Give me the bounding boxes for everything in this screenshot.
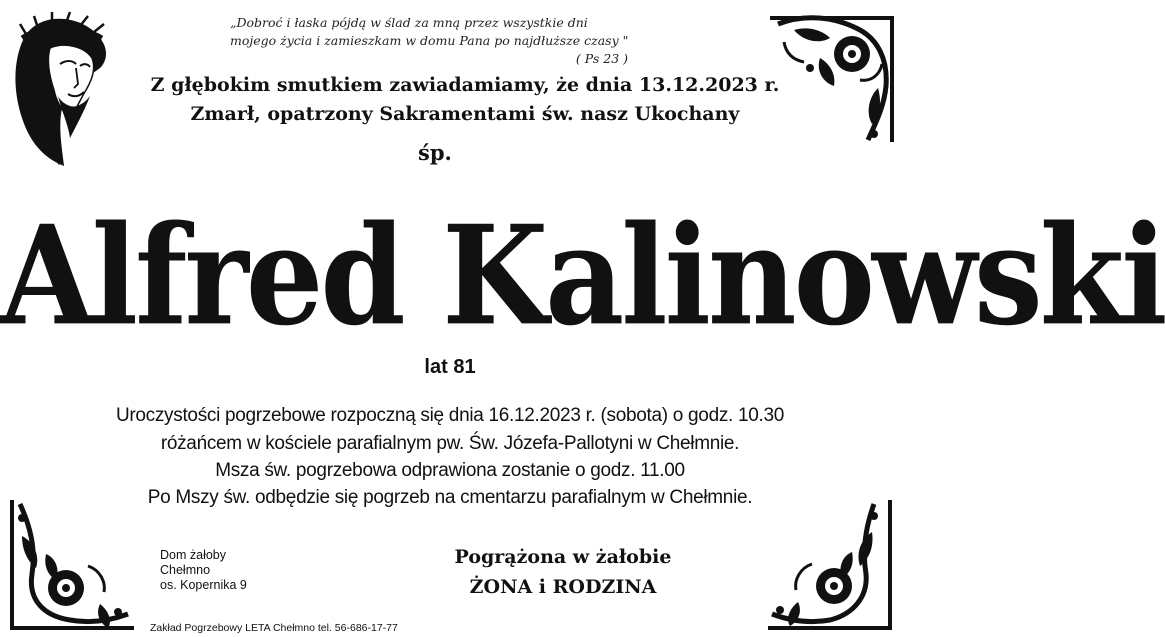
quote-reference: ( Ps 23 ) — [575, 51, 628, 66]
ceremony-line: różańcem w kościele parafialnym pw. Św. Józefa-Pallotyni w Chełmnie. — [160, 433, 740, 454]
mourners-line: Pogrążona w żałobie — [454, 546, 672, 568]
mourners-block — [418, 542, 708, 602]
address-line: os. Kopernika 9 — [160, 578, 247, 592]
sp-abbreviation: śp. — [418, 140, 452, 165]
announcement-line: Zmarł, opatrzony Sakramentami św. nasz Ukochany — [190, 103, 740, 125]
quote-line: „Dobroć i łaska pójdą w ślad za mną przez wszystkie dni — [230, 15, 588, 30]
christ-crown-of-thorns-icon — [4, 8, 114, 173]
psalm-quote — [230, 14, 700, 68]
ceremony-line: Msza św. pogrzebowa odprawiona zostanie o godz. 11.00 — [215, 460, 685, 481]
floral-corner-ornament-icon — [2, 496, 140, 634]
deceased-age: lat 81 — [424, 356, 476, 378]
deceased-name: Alfred Kalinowski — [0, 194, 1165, 356]
address-line: Dom żałoby — [160, 548, 226, 562]
mourners-line: ŻONA i RODZINA — [469, 576, 657, 598]
ceremony-line: Uroczystości pogrzebowe rozpoczną się dnia 16.12.2023 r. (sobota) o godz. 10.30 — [115, 405, 785, 426]
quote-line: mojego życia i zamieszkam w domu Pana po najdłuższe czasy " — [230, 33, 629, 48]
address-line: Chełmno — [160, 563, 211, 577]
announcement-line: Z głębokim smutkiem zawiadamiamy, że dnia 13.12.2023 r. — [150, 74, 780, 96]
ceremony-line: Po Mszy św. odbędzie się pogrzeb na cmentarzu parafialnym w Chełmnie. — [147, 487, 753, 508]
floral-corner-ornament-icon — [762, 496, 896, 634]
funeral-company-footer: Zakład Pogrzebowy LETA Chełmno tel. 56-686-17-77 — [150, 622, 398, 634]
funeral-home-address — [160, 548, 247, 593]
